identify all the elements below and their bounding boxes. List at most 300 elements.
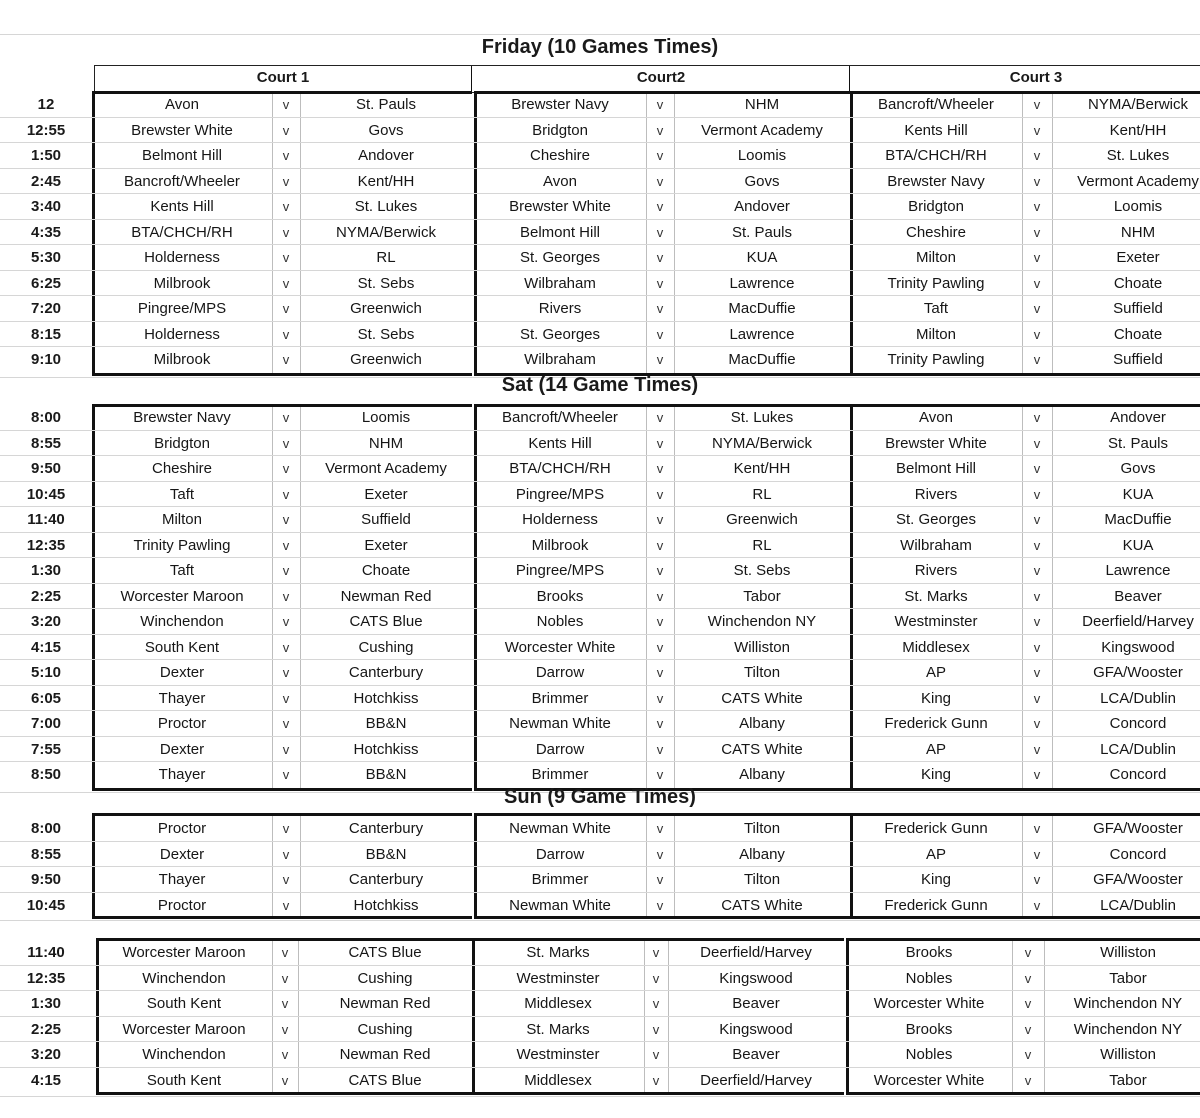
court-3-versus: v xyxy=(1033,639,1041,655)
game-time: 9:50 xyxy=(30,460,62,477)
court-3-home-team: Middlesex xyxy=(902,638,970,656)
court-3-home-team: Brooks xyxy=(905,944,953,961)
court-2-home-team: Wilbraham xyxy=(524,274,596,292)
court-2-versus: v xyxy=(656,512,664,527)
court-1-home-team: Taft xyxy=(169,485,195,503)
court-2-versus: v xyxy=(656,846,664,862)
court-2-away-team: St. Sebs xyxy=(733,562,791,579)
court-1-versus: v xyxy=(282,588,290,604)
court-3-versus: v xyxy=(1033,97,1041,112)
court-2-away-team: NYMA/Berwick xyxy=(711,434,812,452)
court-1-away-team: CATS Blue xyxy=(348,944,422,961)
court-3-away-team: Choate xyxy=(1113,274,1163,292)
game-time: 8:55 xyxy=(30,434,62,452)
schedule-row xyxy=(0,711,1200,736)
court-1-away-team: Hotchkiss xyxy=(353,689,419,707)
court-2-home-team: Cheshire xyxy=(529,147,591,164)
game-time: 8:00 xyxy=(30,409,62,426)
court-3-versus: v xyxy=(1033,275,1041,291)
court-3-away-team: NHM xyxy=(1120,223,1156,241)
court-3-away-team: Govs xyxy=(1120,460,1156,477)
court-3-away-team: KUA xyxy=(1122,536,1154,554)
game-time: 10:45 xyxy=(26,896,66,914)
court-2-home-team: Wilbraham xyxy=(524,351,596,368)
court-2-versus: v xyxy=(656,199,664,214)
court-3-away-team: Andover xyxy=(1110,409,1166,426)
court-3-away-team: LCA/Dublin xyxy=(1100,740,1176,758)
court-3-home-team: Worcester White xyxy=(873,1071,985,1089)
court-2-home-team: Pingree/MPS xyxy=(515,485,605,503)
court-3-versus: v xyxy=(1033,537,1041,553)
court-1-home-team: Taft xyxy=(169,562,195,579)
schedule-row xyxy=(0,609,1200,634)
court-2-home-team: Brimmer xyxy=(531,689,589,707)
court-1-home-team: Kents Hill xyxy=(150,198,214,215)
court-2-home-team: Westminster xyxy=(516,969,600,987)
court-3-home-team: Worcester White xyxy=(873,995,985,1012)
court-2-away-team: RL xyxy=(752,485,772,503)
schedule-row xyxy=(0,893,1200,918)
court-1-away-team: Kent/HH xyxy=(357,172,415,190)
court-1-versus: v xyxy=(282,301,290,316)
court-1-away-team: BB&N xyxy=(365,766,407,783)
court-1-versus: v xyxy=(282,352,290,367)
court-2-home-team: Milbrook xyxy=(531,536,589,554)
section-title: Sun (9 Game Times) xyxy=(504,786,696,808)
court-3-versus: v xyxy=(1024,945,1032,960)
court-1-versus: v xyxy=(281,945,289,960)
court-2-home-team: Newman White xyxy=(509,715,611,732)
court-3-home-team: AP xyxy=(925,664,946,681)
court-1-versus: v xyxy=(282,410,290,425)
court-3-home-team: Frederick Gunn xyxy=(884,715,988,732)
court-3-home-team: Wilbraham xyxy=(900,536,972,554)
game-time: 1:30 xyxy=(30,562,62,579)
court-3-home-team: Milton xyxy=(915,249,956,266)
court-2-home-team: St. Marks xyxy=(526,944,590,961)
court-1-away-team: Choate xyxy=(361,562,411,579)
court-2-home-team: St. Georges xyxy=(519,325,601,343)
game-time: 4:15 xyxy=(30,638,62,656)
section-bottom-rule xyxy=(0,920,1200,921)
court-3-away-team: Deerfield/Harvey xyxy=(1082,613,1194,630)
court-2-away-team: Kingswood xyxy=(719,969,793,987)
court-3-home-team: AP xyxy=(925,740,946,758)
court-2-home-team: Darrow xyxy=(535,664,585,681)
schedule-row xyxy=(0,92,1200,117)
game-time: 2:25 xyxy=(30,587,62,605)
court-3-away-team: Lawrence xyxy=(1105,562,1171,579)
court-2-home-team: Brewster Navy xyxy=(511,96,609,113)
court-2-versus: v xyxy=(656,122,664,138)
court-1-home-team: Winchendon xyxy=(142,1046,226,1063)
court-2-versus: v xyxy=(656,821,664,836)
court-2-away-team: Beaver xyxy=(732,995,780,1012)
schedule-row xyxy=(0,143,1200,168)
court-2-away-team: Beaver xyxy=(732,1046,780,1063)
game-time: 12 xyxy=(37,96,55,113)
court-3-away-team: Choate xyxy=(1113,325,1163,343)
court-3-away-team: Williston xyxy=(1100,944,1156,961)
game-time: 9:10 xyxy=(30,351,62,368)
court-1-away-team: Vermont Academy xyxy=(325,460,447,477)
court-1-away-team: Newman Red xyxy=(340,587,432,605)
court-1-away-team: CATS Blue xyxy=(348,1071,422,1089)
court-3-versus: v xyxy=(1033,614,1041,629)
court-2-away-team: NHM xyxy=(744,96,780,113)
game-time: 8:15 xyxy=(30,325,62,343)
court-1-home-team: Pingree/MPS xyxy=(137,300,227,317)
court-1-home-team: Bridgton xyxy=(154,434,210,452)
court-2-versus: v xyxy=(652,1047,660,1062)
court-3-versus: v xyxy=(1033,250,1041,265)
court-1-versus: v xyxy=(282,821,290,836)
court-3-away-team: Kent/HH xyxy=(1109,121,1167,139)
court-2-away-team: RL xyxy=(752,536,772,554)
court-2-away-team: CATS White xyxy=(721,740,803,758)
court-2-versus: v xyxy=(652,996,660,1011)
court-3-home-team: Rivers xyxy=(914,485,958,503)
court-1-away-team: Exeter xyxy=(364,536,408,554)
court-1-versus: v xyxy=(282,690,290,706)
court-2-away-team: St. Lukes xyxy=(730,409,794,426)
court-3-versus: v xyxy=(1033,512,1041,527)
court-1-away-team: Govs xyxy=(368,121,404,139)
court-3-versus: v xyxy=(1033,872,1041,887)
court-3-home-team: Frederick Gunn xyxy=(884,820,988,837)
court-1-away-team: Cushing xyxy=(357,1020,413,1038)
court-3-versus: v xyxy=(1033,224,1041,240)
court-1-versus: v xyxy=(282,148,290,163)
court-2-versus: v xyxy=(656,588,664,604)
court-1-home-team: Winchendon xyxy=(142,969,226,987)
court-2-home-team: Newman White xyxy=(509,896,611,914)
section-title: Sat (14 Game Times) xyxy=(501,374,699,396)
court-1-home-team: Thayer xyxy=(158,689,206,707)
court-1-versus: v xyxy=(282,224,290,240)
court-3-versus: v xyxy=(1033,821,1041,836)
court-3-away-team: Winchendon NY xyxy=(1073,1020,1183,1038)
court-3-home-team: Nobles xyxy=(905,1046,953,1063)
court-1-away-team: Canterbury xyxy=(348,664,424,681)
schedule-row xyxy=(0,991,1200,1016)
game-time: 8:50 xyxy=(30,766,62,783)
court-1-home-team: Holderness xyxy=(144,249,220,266)
court-2-home-team: Bridgton xyxy=(532,121,588,139)
section-title: Friday (10 Games Times) xyxy=(481,36,719,58)
court-1-home-team: Bancroft/Wheeler xyxy=(124,172,240,190)
court-1-versus: v xyxy=(282,486,290,502)
court-2-home-team: Darrow xyxy=(535,740,585,758)
court-2-versus: v xyxy=(656,716,664,731)
game-time: 7:00 xyxy=(30,715,62,732)
court-2-away-team: Lawrence xyxy=(729,274,795,292)
court-3-home-team: Trinity Pawling xyxy=(887,274,985,292)
court-3-versus: v xyxy=(1033,326,1041,342)
court-2-versus: v xyxy=(656,275,664,291)
court-3-versus: v xyxy=(1033,690,1041,706)
court-3-home-team: Brooks xyxy=(905,1020,953,1038)
court-1-versus: v xyxy=(282,326,290,342)
court-1-home-team: Dexter xyxy=(159,740,205,758)
court-1-versus: v xyxy=(282,846,290,862)
court-1-home-team: Proctor xyxy=(157,896,207,914)
court-1-away-team: Loomis xyxy=(361,409,411,426)
court-1-versus: v xyxy=(282,250,290,265)
court-1-away-team: Greenwich xyxy=(350,300,422,317)
game-time: 3:20 xyxy=(30,1046,62,1063)
court-3-home-team: Taft xyxy=(923,300,949,317)
court-2-away-team: Vermont Academy xyxy=(701,121,823,139)
court-header-divider xyxy=(849,66,850,92)
court-3-home-team: Nobles xyxy=(905,969,953,987)
court-1-away-team: St. Lukes xyxy=(354,198,418,215)
game-time: 7:55 xyxy=(30,740,62,758)
court-2-away-team: MacDuffie xyxy=(728,351,796,368)
court-3-home-team: Westminster xyxy=(894,613,978,630)
court-2-home-team: Pingree/MPS xyxy=(515,562,605,579)
game-time: 1:30 xyxy=(30,995,62,1012)
schedule-row xyxy=(0,347,1200,372)
court-3-versus: v xyxy=(1024,1072,1032,1088)
court-2-home-team: Nobles xyxy=(536,613,584,630)
court-3-away-team: Exeter xyxy=(1116,249,1160,266)
court-2-versus: v xyxy=(656,410,664,425)
court-1-versus: v xyxy=(282,767,290,782)
court-1-home-team: Milbrook xyxy=(153,274,211,292)
court-3-away-team: GFA/Wooster xyxy=(1093,871,1183,888)
court-1-home-team: Worcester Maroon xyxy=(122,944,246,961)
game-time: 4:15 xyxy=(30,1071,62,1089)
court-3-away-team: MacDuffie xyxy=(1104,511,1172,528)
court-3-away-team: LCA/Dublin xyxy=(1100,689,1176,707)
court-2-away-team: Williston xyxy=(734,638,790,656)
court-2-home-team: Middlesex xyxy=(524,1071,592,1089)
court-3-away-team: Suffield xyxy=(1113,300,1163,317)
court-2-away-team: Tilton xyxy=(743,820,781,837)
court-3-away-team: Williston xyxy=(1100,1046,1156,1063)
court-3-versus: v xyxy=(1033,148,1041,163)
court-2-away-team: Tilton xyxy=(743,664,781,681)
court-2-home-team: St. Georges xyxy=(519,249,601,266)
court-1-home-team: Thayer xyxy=(158,766,206,783)
court-1-versus: v xyxy=(282,716,290,731)
court-1-home-team: Worcester Maroon xyxy=(120,587,244,605)
court-3-versus: v xyxy=(1033,173,1041,189)
court-1-away-team: Canterbury xyxy=(348,820,424,837)
court-2-away-team: Deerfield/Harvey xyxy=(700,944,812,961)
court-1-home-team: Thayer xyxy=(158,871,206,888)
court-2-home-team: Worcester White xyxy=(504,638,616,656)
court-3-versus: v xyxy=(1033,461,1041,476)
court-2-away-team: Albany xyxy=(739,845,785,863)
court-1-versus: v xyxy=(281,1021,289,1037)
schedule-row xyxy=(0,194,1200,219)
court-2-home-team: Avon xyxy=(543,172,577,190)
court-1-home-team: Milbrook xyxy=(153,351,211,368)
game-time: 12:55 xyxy=(26,121,66,139)
court-1-away-team: Greenwich xyxy=(350,351,422,368)
court-3-versus: v xyxy=(1033,301,1041,316)
court-2-away-team: Deerfield/Harvey xyxy=(700,1071,812,1089)
court-1-versus: v xyxy=(282,665,290,680)
court-2-away-team: Kent/HH xyxy=(733,460,791,477)
court-1-away-team: Hotchkiss xyxy=(353,740,419,758)
court-2-versus: v xyxy=(656,897,664,913)
game-time: 12:35 xyxy=(26,536,66,554)
court-3-versus: v xyxy=(1033,588,1041,604)
court-2-home-team: Brimmer xyxy=(531,766,589,783)
game-time: 8:55 xyxy=(30,845,62,863)
court-2-versus: v xyxy=(656,250,664,265)
court-1-home-team: South Kent xyxy=(146,995,222,1012)
court-1-away-team: Andover xyxy=(358,147,414,164)
court-3-home-team: Rivers xyxy=(914,562,958,579)
court-2-versus: v xyxy=(656,352,664,367)
game-time: 2:45 xyxy=(30,172,62,190)
court-2-versus: v xyxy=(656,148,664,163)
court-2-versus: v xyxy=(656,537,664,553)
court-3-home-team: Frederick Gunn xyxy=(884,896,988,914)
court-1-home-team: Trinity Pawling xyxy=(133,536,231,554)
court-3-versus: v xyxy=(1033,410,1041,425)
court-3-versus: v xyxy=(1024,970,1032,986)
court-2-away-team: Tilton xyxy=(743,871,781,888)
game-time: 5:10 xyxy=(30,664,62,681)
court-1-home-team: Holderness xyxy=(144,325,220,343)
court-2-versus: v xyxy=(656,767,664,782)
court-2-versus: v xyxy=(656,486,664,502)
court-1-home-team: Proctor xyxy=(157,715,207,732)
schedule-row xyxy=(0,482,1200,507)
game-time: 3:20 xyxy=(30,613,62,630)
schedule-row xyxy=(0,660,1200,685)
schedule-row xyxy=(0,737,1200,762)
court-1-home-team: South Kent xyxy=(146,1071,222,1089)
court-3-away-team: Concord xyxy=(1109,766,1167,783)
game-time: 7:20 xyxy=(30,300,62,317)
court-3-away-team: Beaver xyxy=(1114,587,1162,605)
court-3-home-team: King xyxy=(920,766,952,783)
court-1-home-team: Avon xyxy=(165,96,199,113)
court-3-home-team: St. Georges xyxy=(895,511,977,528)
court-2-versus: v xyxy=(656,173,664,189)
schedule-row xyxy=(0,322,1200,347)
court-2-versus: v xyxy=(656,563,664,578)
court-2-home-team: Westminster xyxy=(516,1046,600,1063)
court-2-away-team: CATS White xyxy=(721,896,803,914)
court-1-home-team: Dexter xyxy=(159,664,205,681)
court-2-home-team: Brooks xyxy=(536,587,584,605)
schedule-row xyxy=(0,584,1200,609)
court-1-versus: v xyxy=(282,639,290,655)
court-3-home-team: Bancroft/Wheeler xyxy=(878,96,994,113)
court-2-versus: v xyxy=(656,224,664,240)
court-1-home-team: Worcester Maroon xyxy=(122,1020,246,1038)
court-3-away-team: Kingswood xyxy=(1101,638,1175,656)
court-3-versus: v xyxy=(1033,352,1041,367)
court-3-versus: v xyxy=(1033,122,1041,138)
court-1-versus: v xyxy=(282,461,290,476)
court-2-away-team: Albany xyxy=(739,766,785,783)
court-2-home-team: BTA/CHCH/RH xyxy=(509,460,611,477)
court-1-versus: v xyxy=(281,1047,289,1062)
schedule-row xyxy=(0,456,1200,481)
court-2-versus: v xyxy=(656,326,664,342)
court-1-versus: v xyxy=(281,970,289,986)
court-3-versus: v xyxy=(1033,741,1041,757)
court-3-versus: v xyxy=(1024,996,1032,1011)
court-3-away-team: KUA xyxy=(1122,485,1154,503)
court-2-away-team: Andover xyxy=(734,198,790,215)
court-3-home-team: AP xyxy=(925,845,946,863)
court-3-away-team: Tabor xyxy=(1109,969,1147,987)
court-2-versus: v xyxy=(656,639,664,655)
court-1-home-team: Milton xyxy=(161,511,202,528)
schedule-row xyxy=(0,816,1200,841)
court-3-versus: v xyxy=(1033,665,1041,680)
court-2-home-team: Newman White xyxy=(509,820,611,837)
court-1-away-team: St. Sebs xyxy=(357,274,415,292)
schedule-row xyxy=(0,686,1200,711)
court-1-away-team: Hotchkiss xyxy=(353,896,419,914)
court-1-versus: v xyxy=(282,435,290,451)
court-3-home-team: Cheshire xyxy=(905,223,967,241)
court-2-away-team: Govs xyxy=(744,172,780,190)
court-3-away-team: Concord xyxy=(1109,715,1167,732)
court-2-versus: v xyxy=(652,945,660,960)
court-2-home-team: Brewster White xyxy=(509,198,611,215)
court-3-home-team: Kents Hill xyxy=(904,121,968,139)
court-3-away-team: Loomis xyxy=(1113,198,1163,215)
game-time: 10:45 xyxy=(26,485,66,503)
schedule-row xyxy=(0,169,1200,194)
court-header-2: Court2 xyxy=(636,69,686,86)
schedule-row xyxy=(0,842,1200,867)
court-3-away-team: Tabor xyxy=(1109,1071,1147,1089)
court-1-away-team: Exeter xyxy=(364,485,408,503)
court-2-home-team: Middlesex xyxy=(524,995,592,1012)
game-time: 8:00 xyxy=(30,820,62,837)
court-1-away-team: Cushing xyxy=(358,638,414,656)
court-3-away-team: Vermont Academy xyxy=(1077,172,1199,190)
court-2-versus: v xyxy=(656,690,664,706)
court-2-away-team: CATS White xyxy=(721,689,803,707)
court-header-3: Court 3 xyxy=(1009,69,1063,86)
game-time: 11:40 xyxy=(27,944,65,961)
top-rule xyxy=(0,34,1200,35)
schedule-row xyxy=(0,507,1200,532)
court-2-versus: v xyxy=(652,1072,660,1088)
game-time: 3:40 xyxy=(30,198,62,215)
court-2-home-team: Darrow xyxy=(535,845,585,863)
court-1-home-team: South Kent xyxy=(144,638,220,656)
schedule-row xyxy=(0,1068,1200,1093)
schedule-row xyxy=(0,867,1200,892)
court-header-divider xyxy=(471,66,472,92)
court-3-versus: v xyxy=(1033,846,1041,862)
court-1-away-team: St. Sebs xyxy=(357,325,415,343)
court-2-away-team: Tabor xyxy=(743,587,781,605)
court-1-home-team: Belmont Hill xyxy=(141,147,223,164)
court-3-away-team: Concord xyxy=(1109,845,1167,863)
game-time: 12:35 xyxy=(26,969,66,987)
court-3-away-team: GFA/Wooster xyxy=(1093,664,1183,681)
court-1-versus: v xyxy=(282,537,290,553)
court-2-versus: v xyxy=(656,301,664,316)
court-1-home-team: Proctor xyxy=(157,820,207,837)
court-1-home-team: Dexter xyxy=(159,845,205,863)
